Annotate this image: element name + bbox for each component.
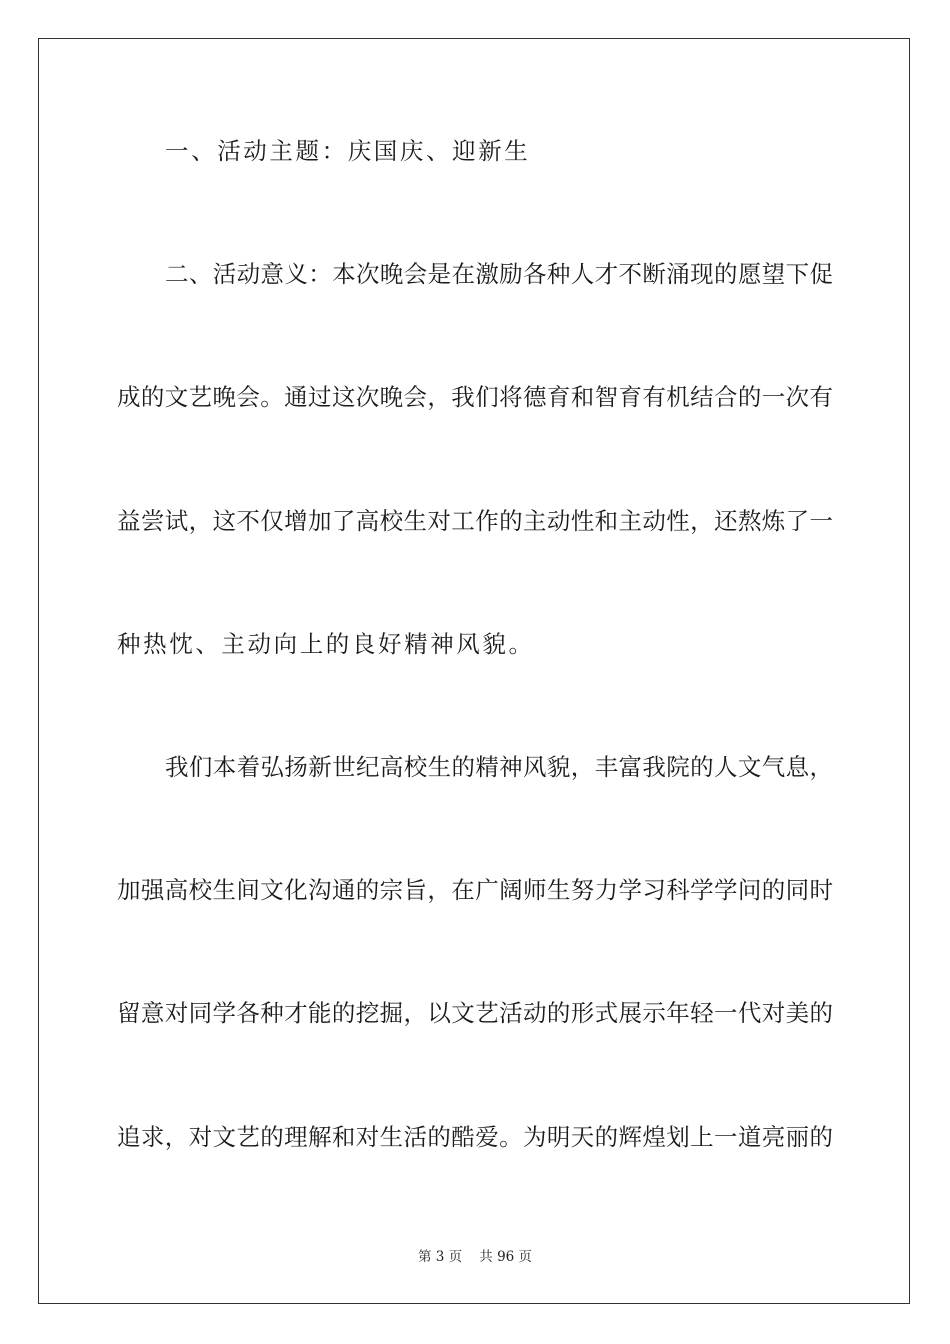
page-footer — [0, 1248, 950, 1266]
paragraph-line: 益尝试，这不仅增加了高校生对工作的主动性和主动性，还熬炼了一 — [117, 507, 833, 535]
page-number: 第 3 页 — [417, 1249, 463, 1265]
paragraph-line: 成的文艺晚会。通过这次晚会，我们将德育和智育有机结合的一次有 — [117, 383, 833, 411]
page-border — [38, 38, 910, 1304]
activity-theme-line: 一、活动主题：庆国庆、迎新生 — [165, 137, 531, 165]
paragraph-line: 留意对同学各种才能的挖掘，以文艺活动的形式展示年轻一代对美的 — [117, 999, 833, 1027]
paragraph-line: 我们本着弘扬新世纪高校生的精神风貌，丰富我院的人文气息， — [165, 753, 833, 781]
paragraph-line: 加强高校生间文化沟通的宗旨，在广阔师生努力学习科学学问的同时 — [117, 876, 833, 904]
paragraph-line: 二、活动意义：本次晚会是在激励各种人才不断涌现的愿望下促 — [165, 260, 833, 288]
paragraph-line: 种热忱、主动向上的良好精神风貌。 — [117, 630, 535, 658]
total-pages: 共 96 页 — [479, 1249, 533, 1265]
paragraph-line: 追求，对文艺的理解和对生活的酷爱。为明天的辉煌划上一道亮丽的 — [117, 1123, 833, 1151]
